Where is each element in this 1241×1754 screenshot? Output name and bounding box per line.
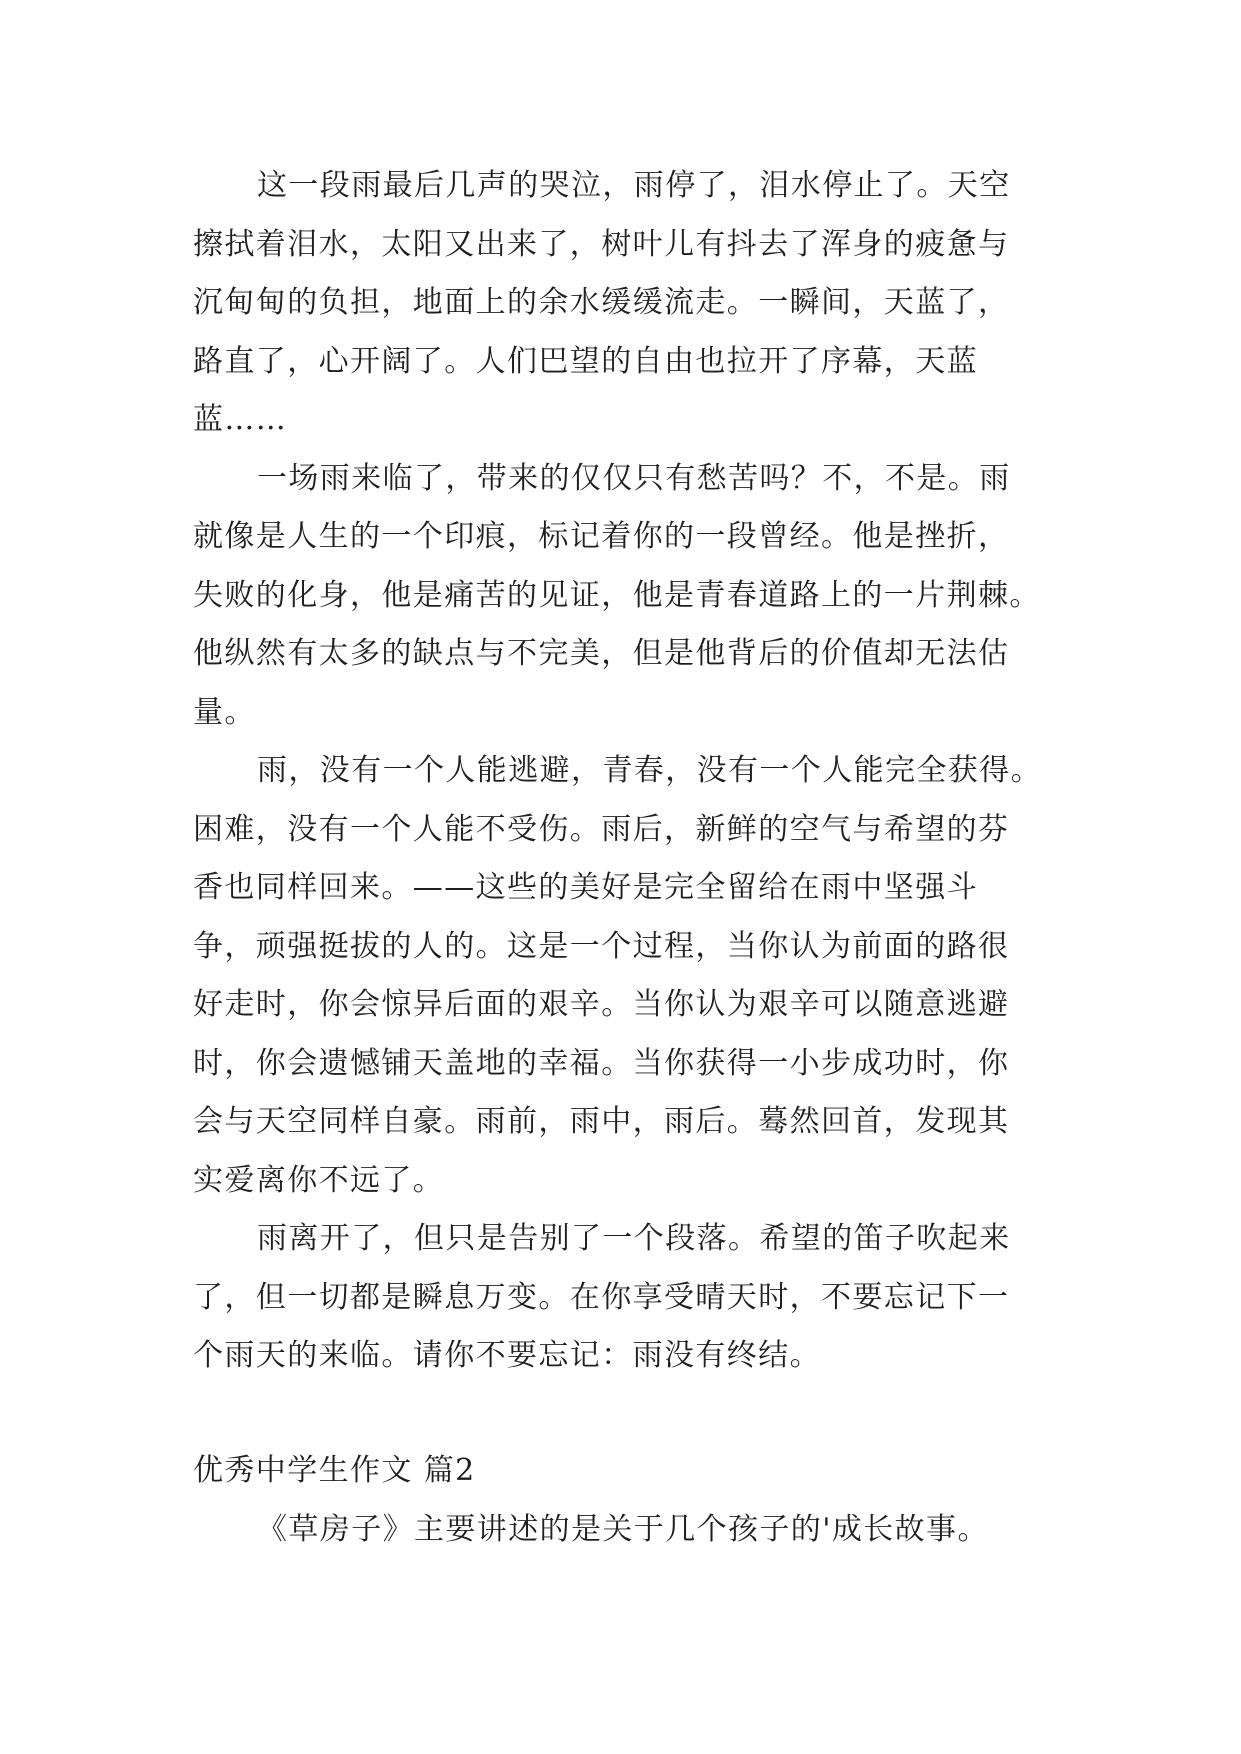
text-line: 实爱离你不远了。 bbox=[193, 1162, 445, 1198]
text-line: 雨离开了，但只是告别了一个段落。希望的笛子吹起来 bbox=[257, 1221, 1011, 1256]
section-2 bbox=[193, 1442, 1073, 1559]
paragraph-3 bbox=[193, 742, 1073, 1210]
text-line: 香也同样回来。——这些的美好是完全留给在雨中坚强斗 bbox=[193, 870, 978, 905]
text-line: 一场雨来临了，带来的仅仅只有愁苦吗？不，不是。雨 bbox=[257, 460, 1011, 496]
text-line: 沉甸甸的负担，地面上的余水缓缓流走。一瞬间，天蓝了， bbox=[193, 285, 1010, 320]
text-line: 失败的化身，他是痛苦的见证，他是青春道路上的一片荆棘。 bbox=[193, 577, 1041, 613]
text-line: 争，顽强挺拔的人的。这是一个过程，当你认为前面的路很 bbox=[193, 928, 1010, 964]
essay-body bbox=[193, 157, 1073, 1386]
text-line: 这一段雨最后几声的哭泣，雨停了，泪水停止了。天空 bbox=[257, 168, 1011, 203]
text-line: 了，但一切都是瞬息万变。在你享受晴天时，不要忘记下一 bbox=[193, 1279, 1010, 1315]
text-line: 他纵然有太多的缺点与不完美，但是他背后的价值却无法估 bbox=[193, 636, 1010, 671]
text-line: 量。 bbox=[193, 694, 256, 730]
section-heading: 优秀中学生作文 篇2 bbox=[193, 1453, 476, 1488]
paragraph-1 bbox=[193, 157, 1073, 450]
text-line: 蓝…… bbox=[193, 402, 288, 437]
text-line: 时，你会遗憾铺天盖地的幸福。当你获得一小步成功时，你 bbox=[193, 1045, 1010, 1081]
paragraph-2 bbox=[193, 450, 1073, 743]
text-line: 雨，没有一个人能逃避，青春，没有一个人能完全获得。 bbox=[257, 753, 1042, 788]
paragraph-4 bbox=[193, 1210, 1073, 1386]
text-line: 会与天空同样自豪。雨前，雨中，雨后。蓦然回首，发现其 bbox=[193, 1104, 1010, 1139]
text-line: 擦拭着泪水，太阳又出来了，树叶儿有抖去了浑身的疲惫与 bbox=[193, 226, 1010, 262]
text-line: 路直了，心开阔了。人们巴望的自由也拉开了序幕，天蓝 bbox=[193, 343, 978, 379]
text-line: 就像是人生的一个印痕，标记着你的一段曾经。他是挫折， bbox=[193, 519, 1010, 554]
text-line: 好走时，你会惊异后面的艰辛。当你认为艰辛可以随意逃避 bbox=[193, 987, 1010, 1022]
text-line: 困难，没有一个人能不受伤。雨后，新鲜的空气与希望的芬 bbox=[193, 811, 1010, 847]
section-first-line: 《草房子》主要讲述的是关于几个孩子的'成长故事。 bbox=[257, 1511, 989, 1547]
text-line: 个雨天的来临。请你不要忘记：雨没有终结。 bbox=[193, 1338, 821, 1373]
